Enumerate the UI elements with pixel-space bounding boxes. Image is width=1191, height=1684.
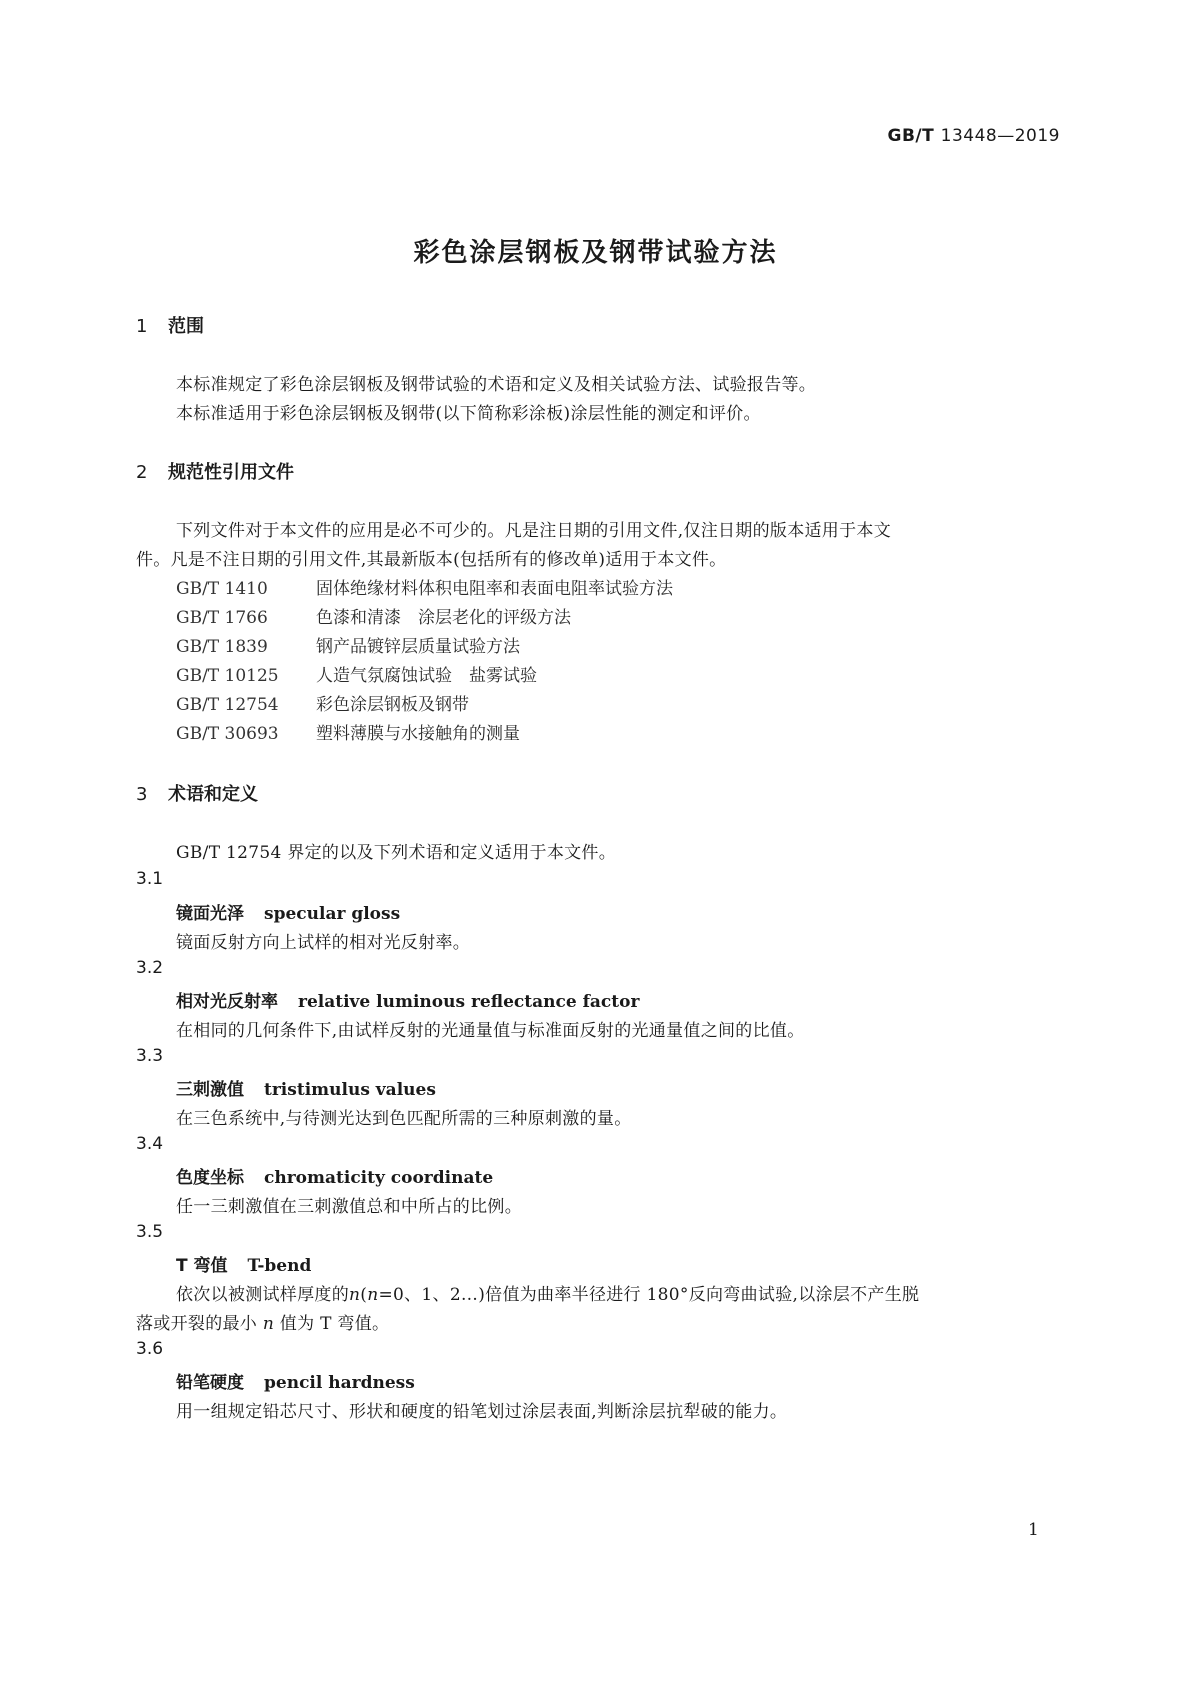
- reference-title: 彩色涂层钢板及钢带: [316, 695, 469, 715]
- reference-code: GB/T 1839: [176, 637, 268, 657]
- standard-code: [860, 126, 1060, 146]
- term-definition: 用一组规定铅芯尺寸、形状和硬度的铅笔划过涂层表面,判断涂层抗犁破的能力。: [176, 1402, 788, 1422]
- variable-n: n: [367, 1285, 379, 1305]
- term-english: tristimulus values: [264, 1080, 436, 1100]
- page-number: 1: [1028, 1520, 1039, 1540]
- references-intro-line: 下列文件对于本文件的应用是必不可少的。凡是注日期的引用文件,仅注日期的版本适用于本文: [176, 521, 892, 541]
- section-title: 规范性引用文件: [168, 462, 294, 483]
- reference-item: [176, 632, 520, 657]
- term-definition: 在相同的几何条件下,由试样反射的光通量值与标准面反射的光通量值之间的比值。: [176, 1021, 805, 1041]
- section-number: 1: [136, 316, 148, 337]
- term-number: 3.1: [136, 869, 164, 889]
- definition-text: 依次以被测试样厚度的: [176, 1285, 349, 1305]
- variable-n: n: [262, 1314, 275, 1334]
- reference-code: GB/T 10125: [176, 666, 279, 686]
- scope-paragraph: 本标准适用于彩色涂层钢板及钢带(以下简称彩涂板)涂层性能的测定和评价。: [176, 404, 761, 424]
- section-number: 3: [136, 784, 148, 805]
- reference-item: [176, 574, 673, 599]
- term-chinese: 色度坐标: [176, 1168, 244, 1188]
- term-number: 3.3: [136, 1046, 164, 1066]
- term-definition: 任一三刺激值在三刺激值总和中所占的比例。: [176, 1197, 522, 1217]
- term-number: 3.5: [136, 1222, 164, 1242]
- document-title: 彩色涂层钢板及钢带试验方法: [413, 238, 778, 268]
- section-title: 范围: [168, 316, 204, 337]
- term-definition: 在三色系统中,与待测光达到色匹配所需的三种原刺激的量。: [176, 1109, 632, 1129]
- term-number: 3.4: [136, 1134, 164, 1154]
- definition-text: (: [360, 1285, 368, 1305]
- section-2-heading: [136, 458, 294, 484]
- term-heading: [176, 1368, 415, 1393]
- standard-code-prefix: GB/T: [887, 126, 935, 146]
- reference-code: GB/T 1766: [176, 608, 268, 628]
- term-definition: [176, 1280, 919, 1305]
- reference-item: [176, 690, 469, 715]
- term-english: T-bend: [247, 1256, 312, 1276]
- term-heading: [176, 987, 639, 1012]
- section-number: 2: [136, 462, 148, 483]
- term-heading: [176, 1251, 311, 1276]
- reference-code: GB/T 12754: [176, 695, 279, 715]
- term-chinese: 相对光反射率: [176, 992, 278, 1012]
- term-definition: 镜面反射方向上试样的相对光反射率。: [176, 933, 471, 953]
- reference-item: [176, 661, 537, 686]
- term-chinese: T 弯值: [176, 1256, 228, 1276]
- term-english: specular gloss: [264, 904, 401, 924]
- definition-text: 值为 T 弯值。: [274, 1314, 390, 1334]
- term-heading: [176, 899, 400, 924]
- term-chinese: 铅笔硬度: [176, 1373, 244, 1393]
- reference-title: 人造气氛腐蚀试验 盐雾试验: [316, 666, 537, 686]
- reference-title: 钢产品镀锌层质量试验方法: [316, 637, 520, 657]
- definition-text: 落或开裂的最小: [136, 1314, 263, 1334]
- reference-title: 色漆和清漆 涂层老化的评级方法: [316, 608, 571, 628]
- section-3-heading: [136, 780, 258, 806]
- term-english: pencil hardness: [264, 1373, 415, 1393]
- term-chinese: 镜面光泽: [176, 904, 244, 924]
- term-number: 3.2: [136, 958, 164, 978]
- definition-text: =0、1、2…)倍值为曲率半径进行 180°反向弯曲试验,以涂层不产生脱: [378, 1285, 920, 1305]
- reference-item: [176, 603, 571, 628]
- reference-title: 固体绝缘材料体积电阻率和表面电阻率试验方法: [316, 579, 673, 599]
- reference-item: [176, 719, 520, 744]
- term-definition-continued: [136, 1309, 1060, 1334]
- section-1-heading: [136, 312, 204, 338]
- terms-intro: GB/T 12754 界定的以及下列术语和定义适用于本文件。: [176, 843, 617, 863]
- term-number: 3.6: [136, 1339, 164, 1359]
- variable-n: n: [349, 1285, 361, 1305]
- term-english: chromaticity coordinate: [264, 1168, 494, 1188]
- scope-paragraph: 本标准规定了彩色涂层钢板及钢带试验的术语和定义及相关试验方法、试验报告等。: [176, 375, 817, 395]
- term-english: relative luminous reflectance factor: [298, 992, 640, 1012]
- references-intro-line: 件。凡是不注日期的引用文件,其最新版本(包括所有的修改单)适用于本文件。: [136, 550, 727, 570]
- section-title: 术语和定义: [168, 784, 258, 805]
- term-heading: [176, 1075, 436, 1100]
- term-heading: [176, 1163, 493, 1188]
- term-chinese: 三刺激值: [176, 1080, 244, 1100]
- reference-code: GB/T 30693: [176, 724, 279, 744]
- reference-title: 塑料薄膜与水接触角的测量: [316, 724, 520, 744]
- reference-code: GB/T 1410: [176, 579, 268, 599]
- standard-code-number: 13448—2019: [940, 126, 1060, 146]
